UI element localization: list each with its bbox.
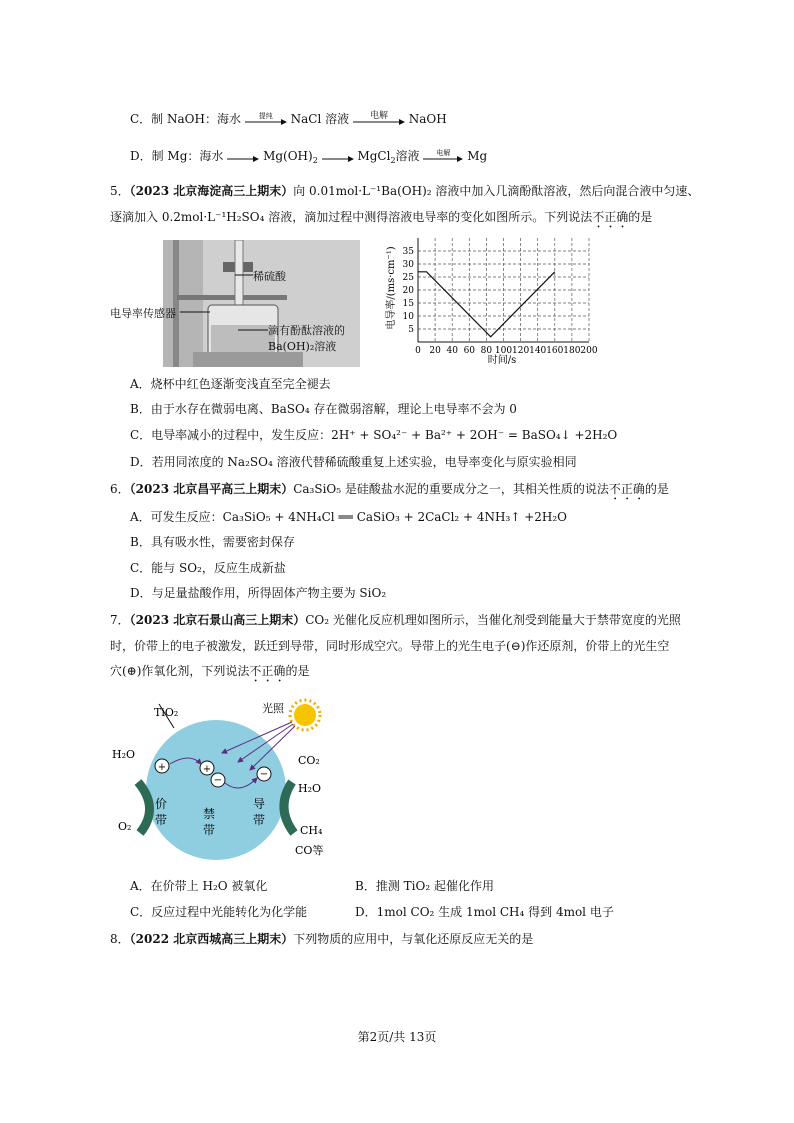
- y-tick-label: 20: [402, 286, 414, 296]
- h2o-right-label: H₂O: [298, 782, 322, 795]
- q7-option-a: A．在价带上 H₂O 被氧化: [130, 879, 268, 893]
- q5-stem-line1: 5．（2023 北京海淀高三上期末）向 0.01mol·L⁻¹Ba(OH)₂ 溶液中加入几滴酚酞溶液，然后向混合液中匀速、: [110, 184, 700, 198]
- q7-negation: 不正确: [249, 664, 286, 678]
- q5-source: （2023 北京海淀高三上期末）: [129, 184, 294, 198]
- q7-option-c: C．反应过程中光能转化为化学能: [130, 905, 308, 919]
- q6-source: （2023 北京昌平高三上期末）: [129, 482, 294, 496]
- q6-option-d: D．与足量盐酸作用，所得固体产物主要为 SiO₂: [130, 586, 387, 600]
- q6-option-b: B．具有吸水性，需要密封保存: [130, 535, 295, 549]
- q6-option-c: C．能与 SO₂，反应生成新盐: [130, 561, 286, 575]
- hole-symbol-mid: [200, 761, 214, 775]
- x-tick-label: 120: [512, 346, 530, 356]
- option-d-mid2: MgCl$_2$溶液: [357, 149, 420, 165]
- x-tick-label: 140: [529, 346, 547, 356]
- x-tick-label: 160: [546, 346, 564, 356]
- electron-symbol-right: [257, 767, 271, 781]
- q5-negation: 不正确: [592, 210, 629, 224]
- page-footer: 第2页/共 13页: [357, 1030, 437, 1044]
- option-c-mid: NaCl 溶液: [290, 112, 350, 126]
- q7-stem-line3: 穴(⊕)作氧化剂，下列说法不正确的是: [110, 664, 310, 678]
- co2-label: CO₂: [298, 754, 320, 767]
- option-d-mg: [130, 147, 487, 170]
- label-solution-1: 滴有酚酞溶液的: [268, 324, 345, 337]
- x-tick-label: 60: [463, 346, 476, 356]
- arrow-electrolysis-2: 电解: [423, 150, 463, 164]
- x-tick-label: 0: [415, 346, 421, 356]
- label-leaders: [180, 270, 270, 350]
- y-tick-label: 35: [402, 247, 414, 257]
- q6-negation: 不正确: [608, 482, 645, 496]
- co-label: CO等: [295, 844, 324, 857]
- label-sensor: 电导率传感器: [110, 307, 176, 320]
- q7-stem-line2: 时，价带上的电子被激发，跃迁到导带，同时形成空穴。导带上的光生电子(⊖)作还原剂，价带上的光生空: [110, 639, 670, 653]
- label-solution-2: Ba(OH)₂溶液: [268, 340, 337, 353]
- ch4-label: CH₄: [300, 824, 323, 837]
- q6-option-a: A．可发生反应：Ca₃SiO₅ + 4NH₄Cl ══ CaSiO₃ + 2CaCl₂ + 4NH₃↑ +2H₂O: [130, 510, 568, 524]
- h2o-left-label: H₂O: [112, 748, 136, 761]
- y-tick-label: 10: [402, 312, 414, 322]
- x-tick-label: 100: [494, 346, 513, 356]
- o2-label: O₂: [118, 820, 132, 833]
- svg-text:+: +: [157, 762, 167, 773]
- cb-char-2: 带: [253, 813, 266, 827]
- vb-char-2: 带: [155, 813, 168, 827]
- option-d-label: D．制 Mg：海水: [130, 149, 224, 163]
- arrow-plain-1: [227, 150, 259, 164]
- q8-stem: 8．（2022 北京西城高三上期末）下列物质的应用中，与氧化还原反应无关的是: [110, 932, 534, 946]
- arrow-plain-2: [322, 150, 354, 164]
- label-acid: 稀硫酸: [253, 270, 286, 283]
- electron-symbol-mid: [211, 773, 225, 787]
- x-tick-label: 80: [480, 346, 493, 356]
- hole-symbol-left: [155, 759, 169, 773]
- tio2-mechanism-diagram: [110, 690, 370, 865]
- y-tick-label: 25: [402, 273, 414, 283]
- arrow-purify: 提纯: [245, 113, 287, 127]
- q6-stem: 6．（2023 北京昌平高三上期末）Ca₃SiO₅ 是硅酸盐水泥的重要成分之一，其相关性质的说法不正确的是: [110, 482, 669, 496]
- tio2-label: TiO₂: [154, 706, 179, 719]
- x-tick-label: 40: [446, 346, 458, 356]
- x-axis-label: 时间/s: [487, 355, 517, 366]
- option-c-naoh: [130, 110, 447, 128]
- x-tick-label: 180: [563, 346, 581, 356]
- x-tick-label: 200: [580, 346, 598, 356]
- q5-option-a: A．烧杯中红色逐渐变浅直至完全褪去: [130, 377, 331, 391]
- q7-stem-line1: 7．（2023 北京石景山高三上期末）CO₂ 光催化反应机理如图所示，当催化剂受到能量大于禁带宽度的光照: [110, 613, 681, 627]
- conductivity-chart: [384, 232, 604, 367]
- sun-icon: [290, 700, 320, 730]
- q5-option-c: C．电导率减小的过程中，发生反应：2H⁺ + SO₄²⁻ + Ba²⁺ + 2OH⁻ = BaSO₄↓ +2H₂O: [130, 428, 618, 442]
- cb-arrow: [284, 782, 294, 833]
- y-tick-label: 5: [408, 325, 414, 335]
- vb-arrow: [138, 782, 150, 833]
- q7-option-b: B．推测 TiO₂ 起催化作用: [355, 879, 494, 893]
- option-d-end: Mg: [467, 149, 488, 163]
- q5-option-d: D．若用同浓度的 Na₂SO₄ 溶液代替稀硫酸重复上述实验，电导率变化与原实验相同: [130, 455, 577, 469]
- option-c-label: C．制 NaOH：海水: [130, 112, 241, 126]
- x-tick-label: 20: [429, 346, 441, 356]
- cb-char-1: 导: [253, 797, 266, 811]
- q5-option-b: B．由于水存在微弱电离、BaSO₄ 存在微弱溶解，理论上电导率不会为 0: [130, 402, 517, 416]
- svg-text:+: +: [202, 764, 212, 775]
- option-d-mid1: $Mg(OH)_2$: [263, 149, 318, 165]
- y-axis-label: 电导率/(ms·cm⁻¹): [386, 246, 397, 330]
- arrow-electrolysis: 电解: [353, 113, 405, 127]
- y-tick-label: 15: [402, 299, 414, 309]
- q7-source: （2023 北京石景山高三上期末）: [129, 613, 306, 627]
- tio2-particle: [146, 720, 286, 860]
- q8-source: （2022 北京西城高三上期末）: [129, 932, 294, 946]
- gap-char-2: 带: [203, 823, 216, 837]
- q5-stem-line2: 逐滴加入 0.2mol·L⁻¹H₂SO₄ 溶液，滴加过程中测得溶液电导率的变化如图所示。下列说法不正确的是: [110, 210, 653, 224]
- option-c-end: NaOH: [408, 112, 447, 126]
- svg-text:−: −: [213, 775, 223, 786]
- svg-text:−: −: [259, 769, 269, 780]
- q7-option-d: D．1mol CO₂ 生成 1mol CH₄ 得到 4mol 电子: [355, 905, 614, 919]
- gap-char-1: 禁: [203, 807, 216, 821]
- y-tick-label: 30: [402, 260, 414, 270]
- vb-char-1: 价: [155, 797, 168, 811]
- light-label: 光照: [262, 702, 284, 715]
